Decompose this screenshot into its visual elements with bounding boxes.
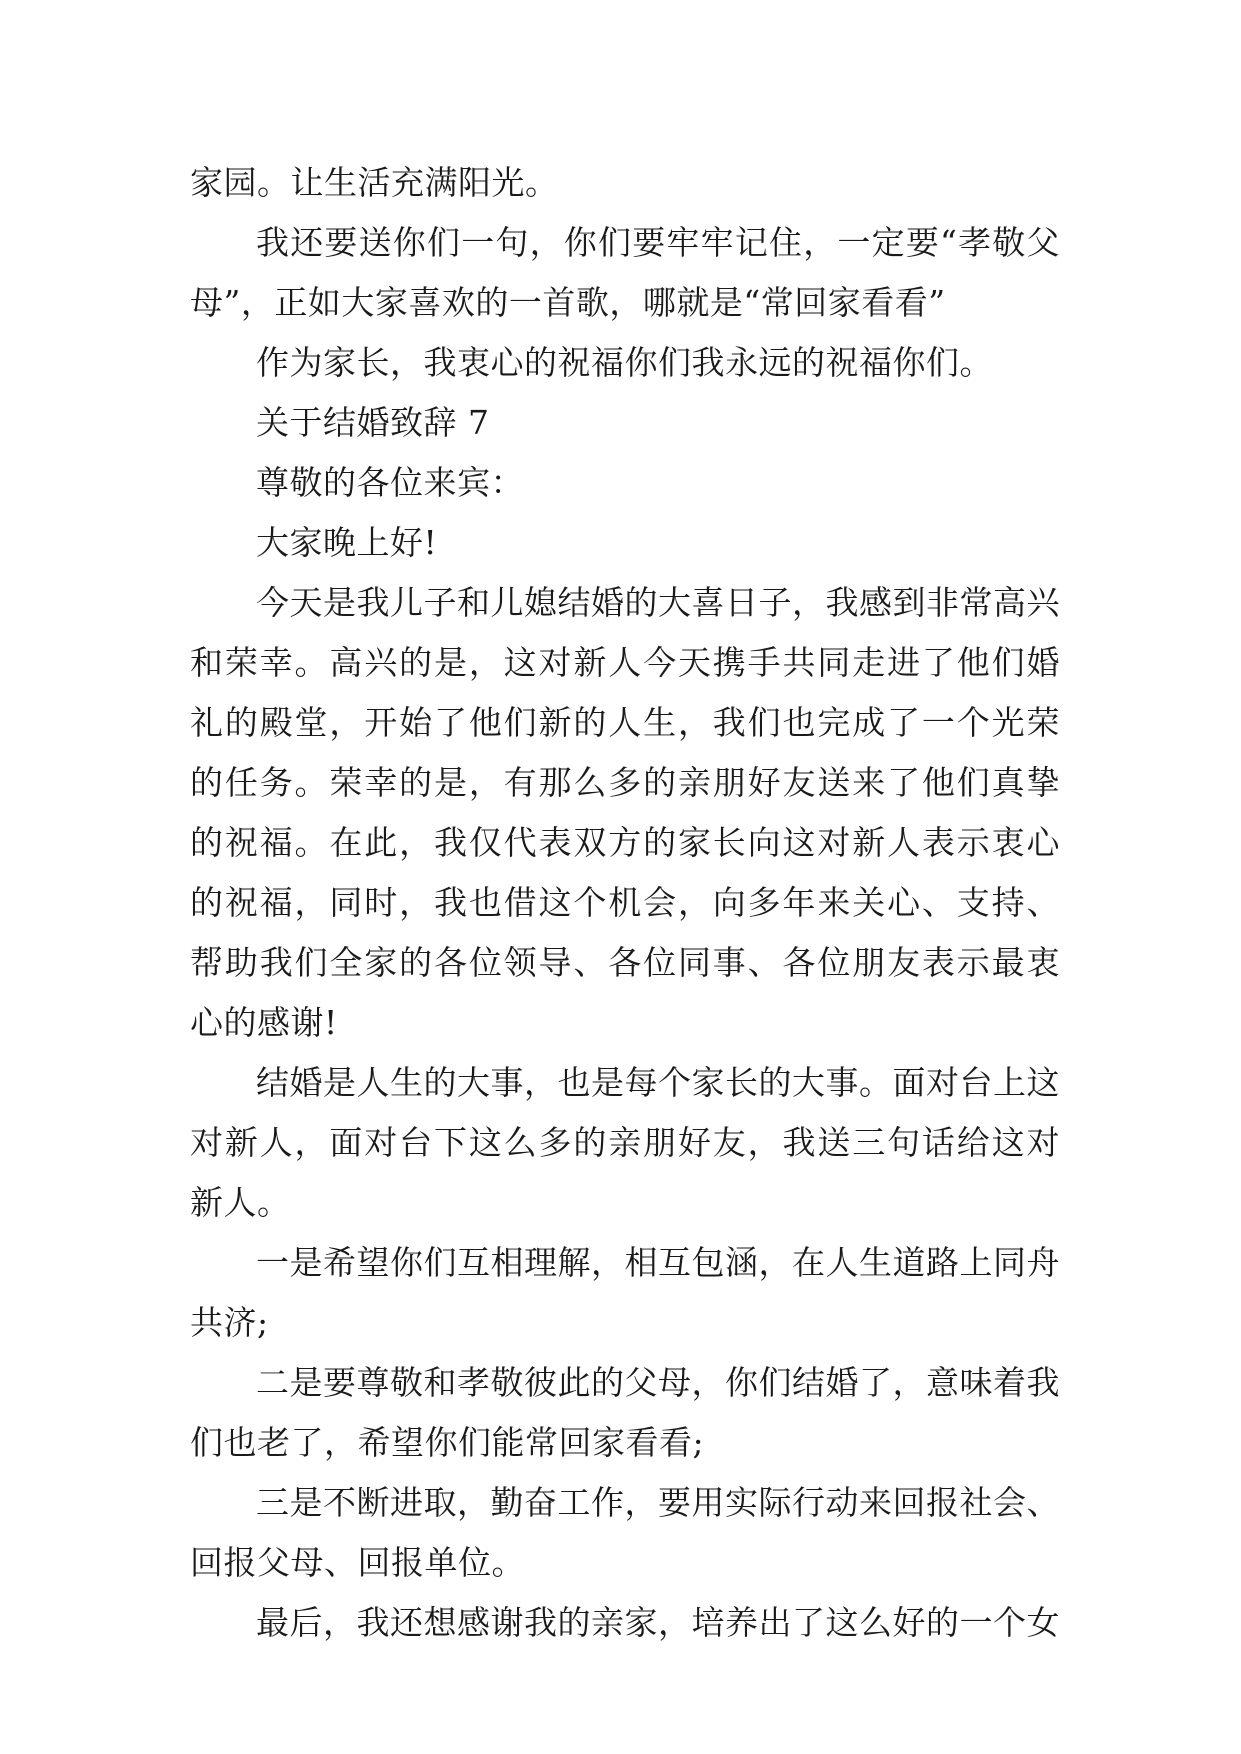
paragraph-7: 今天是我儿子和儿媳结婚的大喜日子，我感到非常高兴和荣幸。高兴的是，这对新人今天携手共同走进了他们婚礼的殿堂，开始了他们新的人生，我们也完成了一个光荣的任务。荣幸的是，有那么多的亲朋好友送来了他们真挚的祝福。在此，我仅代表双方的家长向这对新人表示衷心的祝福，同时，我也借这个机会，向多年来关心、支持、帮助我们全家的各位领导、各位同事、各位朋友表示最衷心的感谢! [190, 583, 1060, 1042]
salutation: 尊敬的各位来宾： [256, 463, 524, 502]
paragraph-2: 我还要送你们一句，你们要牢牢记住，一定要“孝敬父母”，正如大家喜欢的一首歌，哪就是“常回家看看” [190, 223, 1060, 322]
document-body [190, 153, 1060, 1653]
paragraph-12: 最后，我还想感谢我的亲家，培养出了这么好的一个女 [256, 1603, 1060, 1642]
paragraph-3: 作为家长，我衷心的祝福你们我永远的祝福你们。 [256, 343, 993, 382]
paragraph-9: 一是希望你们互相理解，相互包涵，在人生道路上同舟共济; [190, 1243, 1060, 1342]
paragraph-8: 结婚是人生的大事，也是每个家长的大事。面对台上这对新人，面对台下这么多的亲朋好友，我送三句话给这对新人。 [190, 1063, 1060, 1222]
paragraph-1: 家园。让生活充满阳光。 [190, 163, 559, 202]
paragraph-10: 二是要尊敬和孝敬彼此的父母，你们结婚了，意味着我们也老了，希望你们能常回家看看; [190, 1363, 1060, 1462]
paragraph-11: 三是不断进取，勤奋工作，要用实际行动来回报社会、回报父母、回报单位。 [190, 1483, 1060, 1582]
section-heading: 关于结婚致辞 7 [256, 403, 490, 442]
greeting: 大家晚上好! [256, 523, 438, 562]
